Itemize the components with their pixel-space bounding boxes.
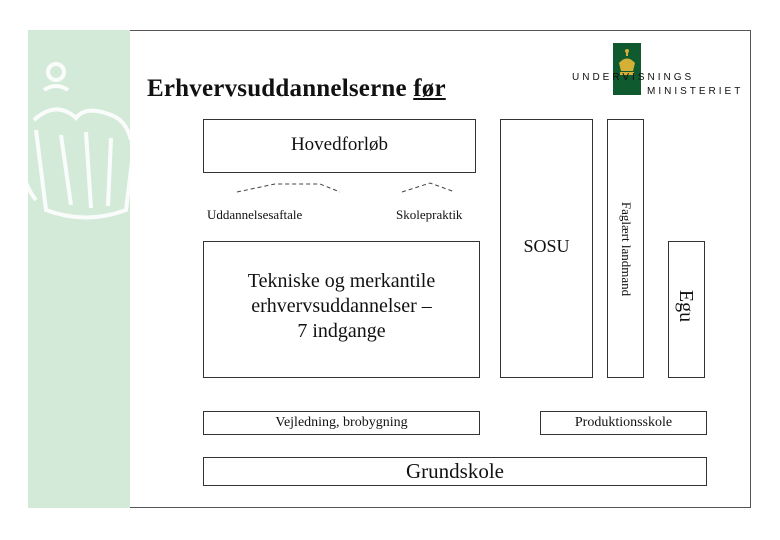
title-emphasis: før (413, 75, 446, 102)
skolepraktik-label: Skolepraktik (396, 207, 463, 222)
sosu-label: SOSU (523, 236, 570, 256)
egu-label: Egu (675, 289, 697, 323)
hovedforlob-label: Hovedforløb (290, 134, 389, 155)
logo-line1: UNDERVISNINGS (572, 72, 695, 83)
tekniske-line1: Tekniske og merkantile (247, 270, 436, 292)
tekniske-line3: 7 indgange (297, 320, 386, 342)
faglaert-label: Faglært landmand (619, 201, 634, 297)
vejledning-label: Vejledning, brobygning (275, 415, 408, 430)
grundskole-label: Grundskole (406, 459, 504, 483)
uddannelsesaftale-label: Uddannelsesaftale (207, 207, 303, 222)
tekniske-line2: erhvervsuddannelser – (251, 295, 432, 317)
page-title: Erhvervsuddannelserne før (147, 75, 446, 102)
logo-line2: MINISTERIET (647, 86, 744, 97)
produktionsskole-label: Produktionsskole (574, 415, 673, 430)
